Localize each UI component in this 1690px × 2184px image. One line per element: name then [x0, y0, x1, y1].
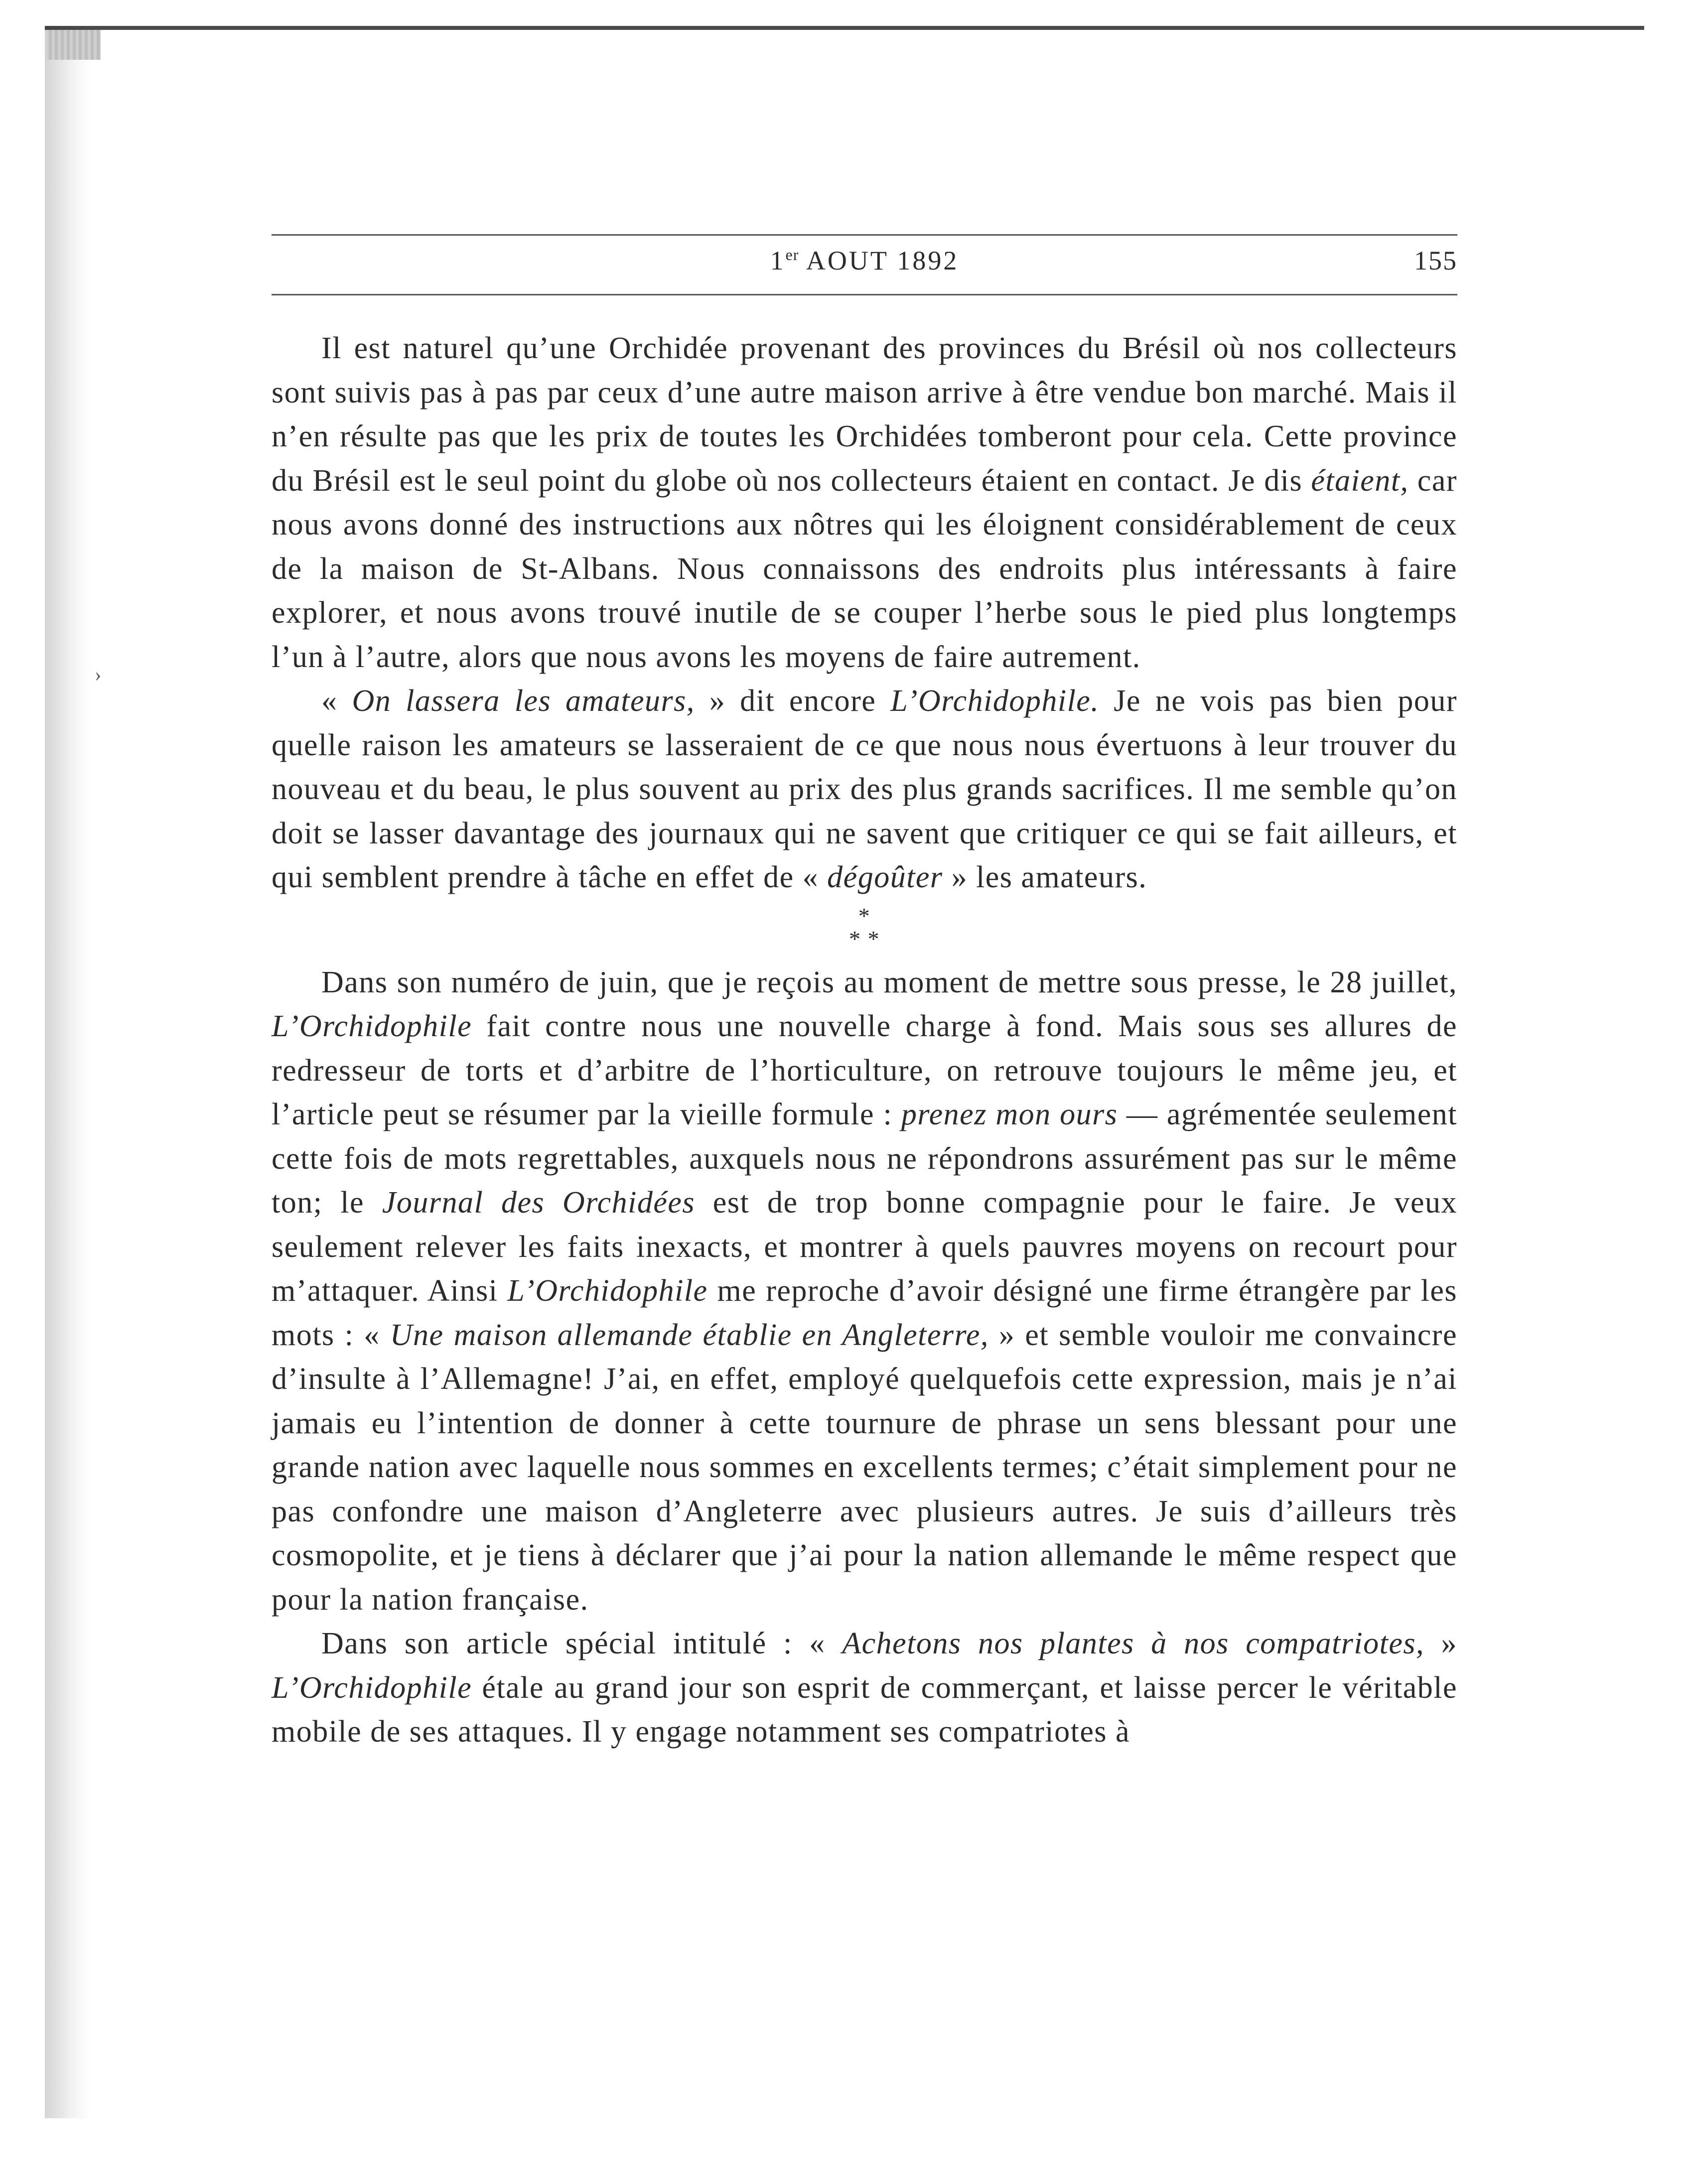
paragraph-3	[272, 960, 1457, 1622]
running-head-day: 1	[770, 246, 786, 275]
italic-text-segment: prenez mon ours	[901, 1097, 1118, 1131]
text-segment: «	[321, 684, 352, 718]
italic-text-segment: L’Orchidophile	[272, 1009, 472, 1043]
scan-binding-texture	[46, 30, 101, 60]
text-segment: Il est naturel qu’une Orchidée provenant des provinces du Brésil où nos collecteurs sont suivis pas à pas par ceux d’une autre maison arrive à être vendue bon marché. Mais il n’en résulte pas que les prix de toutes les Orchidées tomberont pour cela. Cette province du Brésil est le seul point du globe où nos collecteurs étaient en contact. Je dis	[272, 331, 1457, 498]
header-rule-bottom	[272, 294, 1457, 295]
text-segment: étale au grand jour son esprit de commerçant, et laisse percer le véritable mobile de ses attaques. Il y engage notamment ses compatriotes à	[272, 1670, 1457, 1749]
italic-text-segment: L’Orchidophile	[507, 1274, 708, 1308]
scan-page-edge-top	[45, 26, 1644, 30]
text-segment: » les amateurs.	[943, 860, 1147, 894]
italic-text-segment: L’Orchidophile	[272, 1670, 472, 1705]
italic-text-segment: dégoûter	[827, 860, 943, 894]
section-break-asterism	[272, 905, 1457, 951]
running-head-ordinal: er	[785, 246, 799, 264]
asterism-top: *	[858, 903, 871, 929]
text-segment: fait contre nous une nouvelle charge à fond. Mais sous ses allures de redresseur de torts et d’arbitre de l’horticulture, on retrouve toujours le même jeu, et l’article peut se résumer par la vieille formule :	[272, 1009, 1457, 1131]
text-segment: Je ne vois pas bien pour quelle raison les amateurs se lasseraient de ce que nous nous évertuons à leur trouver du nouveau et du beau, le plus souvent au prix des plus grands sacrifices. Il me semble qu’on doit se lasser davantage des journaux qui ne savent que critiquer ce qui se fait ailleurs, et qui semblent prendre à tâche en effet de «	[272, 684, 1457, 894]
italic-text-segment: Journal des Orchidées	[382, 1186, 695, 1220]
asterism-bottom: * *	[849, 926, 880, 952]
paragraph-2	[272, 679, 1457, 900]
italic-text-segment: Achetons nos plantes à nos compatriotes,	[842, 1627, 1425, 1660]
text-segment: car nous avons donné des instructions aux nôtres qui les éloignent considérablement de ceux de la maison de St-Albans. Nous connaissons des endroits plus intéressants à faire explorer, et nous avons trouvé inutile de se couper l’herbe sous le pied plus longtemps l’un à l’autre, alors que nous avons les moyens de faire autrement.	[272, 463, 1457, 674]
paragraph-1	[272, 326, 1457, 679]
header-rule-top	[272, 234, 1457, 236]
scan-page-edge-left	[45, 26, 90, 2118]
running-head-title	[272, 245, 1457, 276]
text-segment: — agrémentée seulement cette fois de mots regrettables, auxquels nous ne répondrons assurément pas sur le même ton; le	[272, 1097, 1457, 1220]
italic-text-segment: On lassera les amateurs,	[352, 684, 695, 718]
running-head	[272, 245, 1457, 285]
margin-mark: ›	[95, 663, 102, 685]
page-number: 155	[1414, 246, 1457, 275]
text-segment: » et semble vouloir me convaincre d’insulte à l’Allemagne! J’ai, en effet, employé quelquefois cette expression, mais je n’ai jamais eu l’intention de donner à cette tournure de phrase un sens blessant pour une grande nation avec laquelle nous sommes en excellents termes; c’était simplement pour ne pas confondre une maison d’Angleterre avec plusieurs autres. Je suis d’ailleurs très cosmopolite, et je tiens à déclarer que j’ai pour la nation allemande le même respect que pour la nation française.	[272, 1318, 1457, 1617]
text-segment: me reproche d’avoir désigné une firme étrangère par les mots : «	[272, 1274, 1457, 1352]
paragraph-4	[272, 1622, 1457, 1754]
article-body	[272, 326, 1457, 1754]
text-segment: Dans son article spécial intitulé : «	[321, 1627, 843, 1660]
text-segment: Dans son numéro de juin, que je reçois au moment de mettre sous presse, le 28 juillet,	[321, 965, 1457, 999]
italic-text-segment: étaient,	[1311, 463, 1409, 498]
text-segment: »	[1424, 1627, 1458, 1660]
running-head-date: AOUT 1892	[799, 246, 959, 275]
italic-text-segment: L’Orchidophile.	[890, 684, 1100, 718]
text-segment: est de trop bonne compagnie pour le faire. Je veux seulement relever les faits inexacts, et montrer à quels pauvres moyens on recourt pour m’attaquer. Ainsi	[272, 1186, 1457, 1308]
text-segment: » dit encore	[695, 684, 891, 718]
italic-text-segment: Une maison allemande établie en Angleterre,	[390, 1318, 989, 1352]
